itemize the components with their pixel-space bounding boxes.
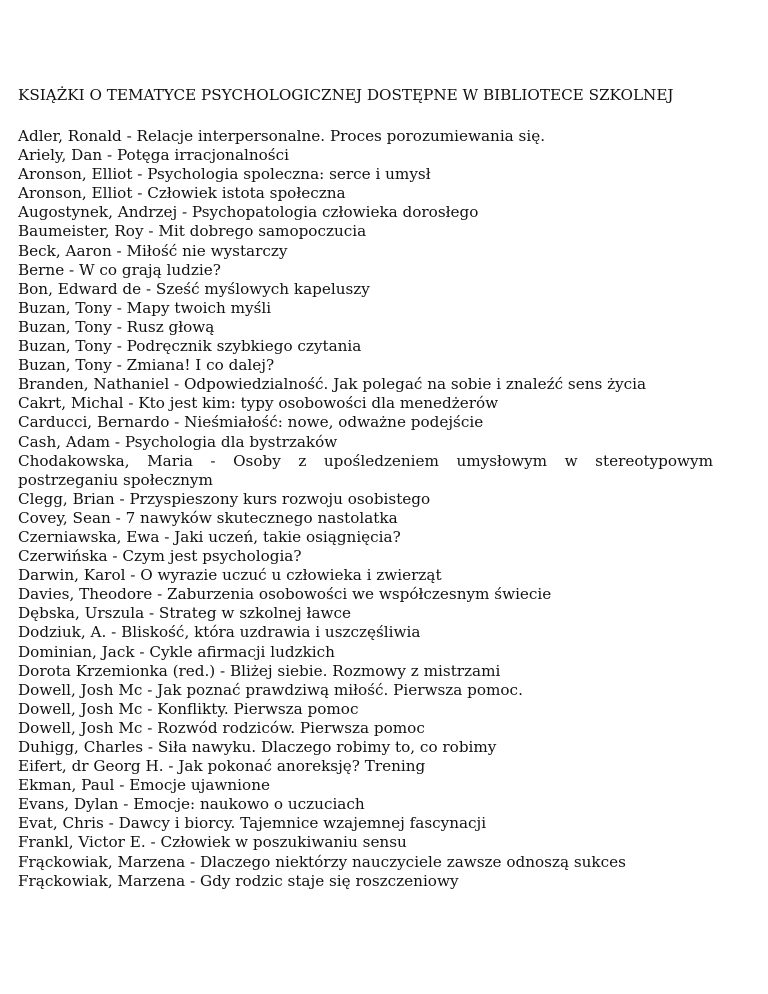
- book-entry: Darwin, Karol - O wyrazie uczuć u człowieka i zwierząt: [18, 566, 442, 585]
- book-entry: Dominian, Jack - Cykle afirmacji ludzkich: [18, 642, 335, 661]
- book-entry: Evat, Chris - Dawcy i biorcy. Tajemnice wzajemnej fascynacji: [18, 814, 487, 833]
- document-title: KSIĄŻKI O TEMATYCE PSYCHOLOGICZNEJ DOSTĘPNE W BIBLIOTECE SZKOLNEJ: [18, 86, 674, 104]
- book-entry: Chodakowska, Maria - Osoby z upośledzeniem umysłowym w stereotypowym postrzeganiu społecznym: [18, 451, 713, 489]
- book-entry: Dodziuk, A. - Bliskość, która uzdrawia i uszczęśliwia: [18, 623, 421, 642]
- book-entry: Frankl, Victor E. - Człowiek w poszukiwaniu sensu: [18, 833, 407, 852]
- book-entry: Eifert, dr Georg H. - Jak pokonać anoreksję? Trening: [18, 757, 426, 776]
- book-entry: Czerwińska - Czym jest psychologia?: [18, 547, 302, 566]
- book-entry: Bon, Edward de - Sześć myślowych kapeluszy: [18, 279, 370, 298]
- book-entry: Carducci, Bernardo - Nieśmiałość: nowe, odważne podejście: [18, 413, 484, 432]
- book-entry: Branden, Nathaniel - Odpowiedzialność. Jak polegać na sobie i znaleźć sens życia: [18, 375, 647, 394]
- book-entry: Evans, Dylan - Emocje: naukowo o uczuciach: [18, 795, 365, 814]
- book-entry: Buzan, Tony - Rusz głową: [18, 317, 215, 336]
- book-entry: Davies, Theodore - Zaburzenia osobowości we współczesnym świecie: [18, 585, 552, 604]
- book-list: [18, 127, 713, 891]
- book-entry: Frąckowiak, Marzena - Gdy rodzic staje się roszczeniowy: [18, 871, 459, 890]
- book-entry: Dębska, Urszula - Strateg w szkolnej ławce: [18, 604, 351, 623]
- book-entry: Berne - W co grają ludzie?: [18, 260, 221, 279]
- book-entry: Dowell, Josh Mc - Rozwód rodziców. Pierwsza pomoc: [18, 718, 425, 737]
- book-entry: Adler, Ronald - Relacje interpersonalne. Proces porozumiewania się.: [18, 127, 546, 145]
- book-entry: Buzan, Tony - Podręcznik szybkiego czytania: [18, 337, 362, 356]
- book-entry: Baumeister, Roy - Mit dobrego samopoczucia: [18, 222, 367, 241]
- book-entry: Buzan, Tony - Mapy twoich myśli: [18, 298, 272, 317]
- book-entry: Covey, Sean - 7 nawyków skutecznego nastolatka: [18, 508, 398, 527]
- book-entry: Augostynek, Andrzej - Psychopatologia człowieka dorosłego: [18, 203, 479, 222]
- book-entry: Dowell, Josh Mc - Jak poznać prawdziwą miłość. Pierwsza pomoc.: [18, 680, 523, 699]
- book-entry: Ekman, Paul - Emocje ujawnione: [18, 776, 270, 795]
- book-entry: Duhigg, Charles - Siła nawyku. Dlaczego robimy to, co robimy: [18, 738, 497, 756]
- book-entry: Czerniawska, Ewa - Jaki uczeń, takie osiągnięcia?: [18, 527, 401, 546]
- book-entry: Beck, Aaron - Miłość nie wystarczy: [18, 241, 288, 260]
- book-entry: Dorota Krzemionka (red.) - Bliżej siebie. Rozmowy z mistrzami: [18, 661, 501, 680]
- book-entry: Cakrt, Michal - Kto jest kim: typy osobowości dla menedżerów: [18, 394, 499, 413]
- book-entry: Buzan, Tony - Zmiana! I co dalej?: [18, 356, 275, 375]
- book-entry: Aronson, Elliot - Człowiek istota społeczna: [18, 184, 346, 203]
- book-entry: Frąckowiak, Marzena - Dlaczego niektórzy nauczyciele zawsze odnoszą sukces: [18, 852, 626, 871]
- book-entry: Cash, Adam - Psychologia dla bystrzaków: [18, 432, 338, 451]
- book-entry: Dowell, Josh Mc - Konflikty. Pierwsza pomoc: [18, 699, 359, 718]
- book-entry: Clegg, Brian - Przyspieszony kurs rozwoju osobistego: [18, 489, 431, 508]
- book-entry: Ariely, Dan - Potęga irracjonalności: [18, 146, 289, 165]
- book-entry: Aronson, Elliot - Psychologia spoleczna: serce i umysł: [18, 165, 431, 184]
